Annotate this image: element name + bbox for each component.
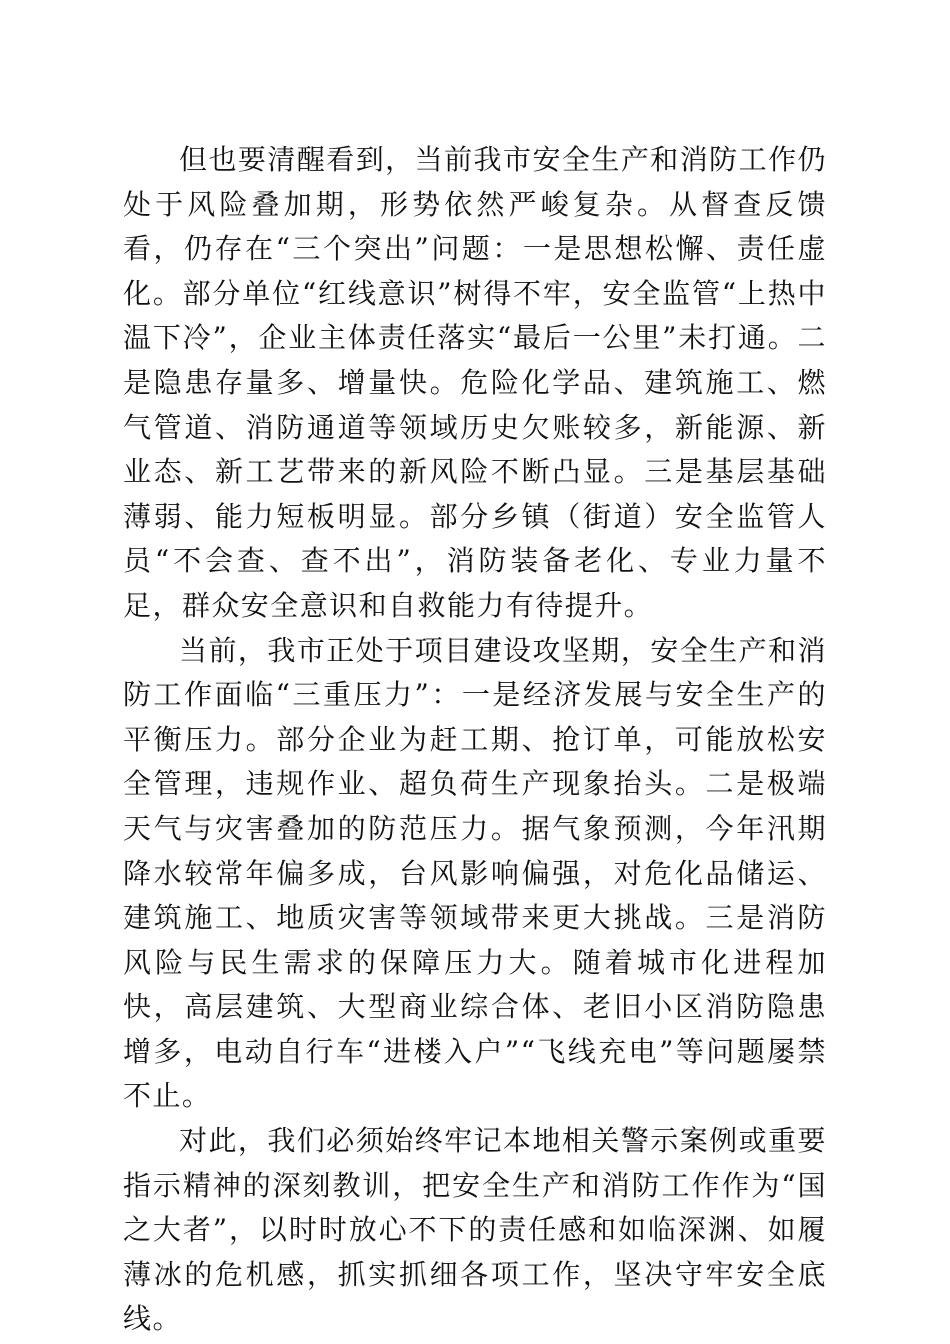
document-body [123, 138, 827, 1342]
paragraph-1: 但也要清醒看到，当前我市安全生产和消防工作仍处于风险叠加期，形势依然严峻复杂。从督查反馈看，仍存在“三个突出”问题：一是思想松懈、责任虚化。部分单位“红线意识”树得不牢，安全监管“上热中温下冷”，企业主体责任落实“最后一公里”未打通。二是隐患存量多、增量快。危险化学品、建筑施工、燃气管道、消防通道等领域历史欠账较多，新能源、新业态、新工艺带来的新风险不断凸显。三是基层基础薄弱、能力短板明显。部分乡镇（街道）安全监管人员“不会查、查不出”，消防装备老化、专业力量不足，群众安全意识和自救能力有待提升。 [123, 143, 827, 622]
paragraph-2: 当前，我市正处于项目建设攻坚期，安全生产和消防工作面临“三重压力”：一是经济发展与安全生产的平衡压力。部分企业为赶工期、抢订单，可能放松安全管理，违规作业、超负荷生产现象抬头。二是极端天气与灾害叠加的防范压力。据气象预测，今年汛期降水较常年偏多成，台风影响偏强，对危化品储运、建筑施工、地质灾害等领域带来更大挑战。三是消防风险与民生需求的保障压力大。随着城市化进程加快，高层建筑、大型商业综合体、老旧小区消防隐患增多，电动自行车“进楼入户”“飞线充电”等问题屡禁不止。 [123, 633, 827, 1113]
paragraph-3: 对此，我们必须始终牢记本地相关警示案例或重要指示精神的深刻教训，把安全生产和消防工作作为“国之大者”，以时时放心不下的责任感和如临深渊、如履薄冰的危机感，抓实抓细各项工作，坚决守牢安全底线。 [123, 1124, 827, 1336]
